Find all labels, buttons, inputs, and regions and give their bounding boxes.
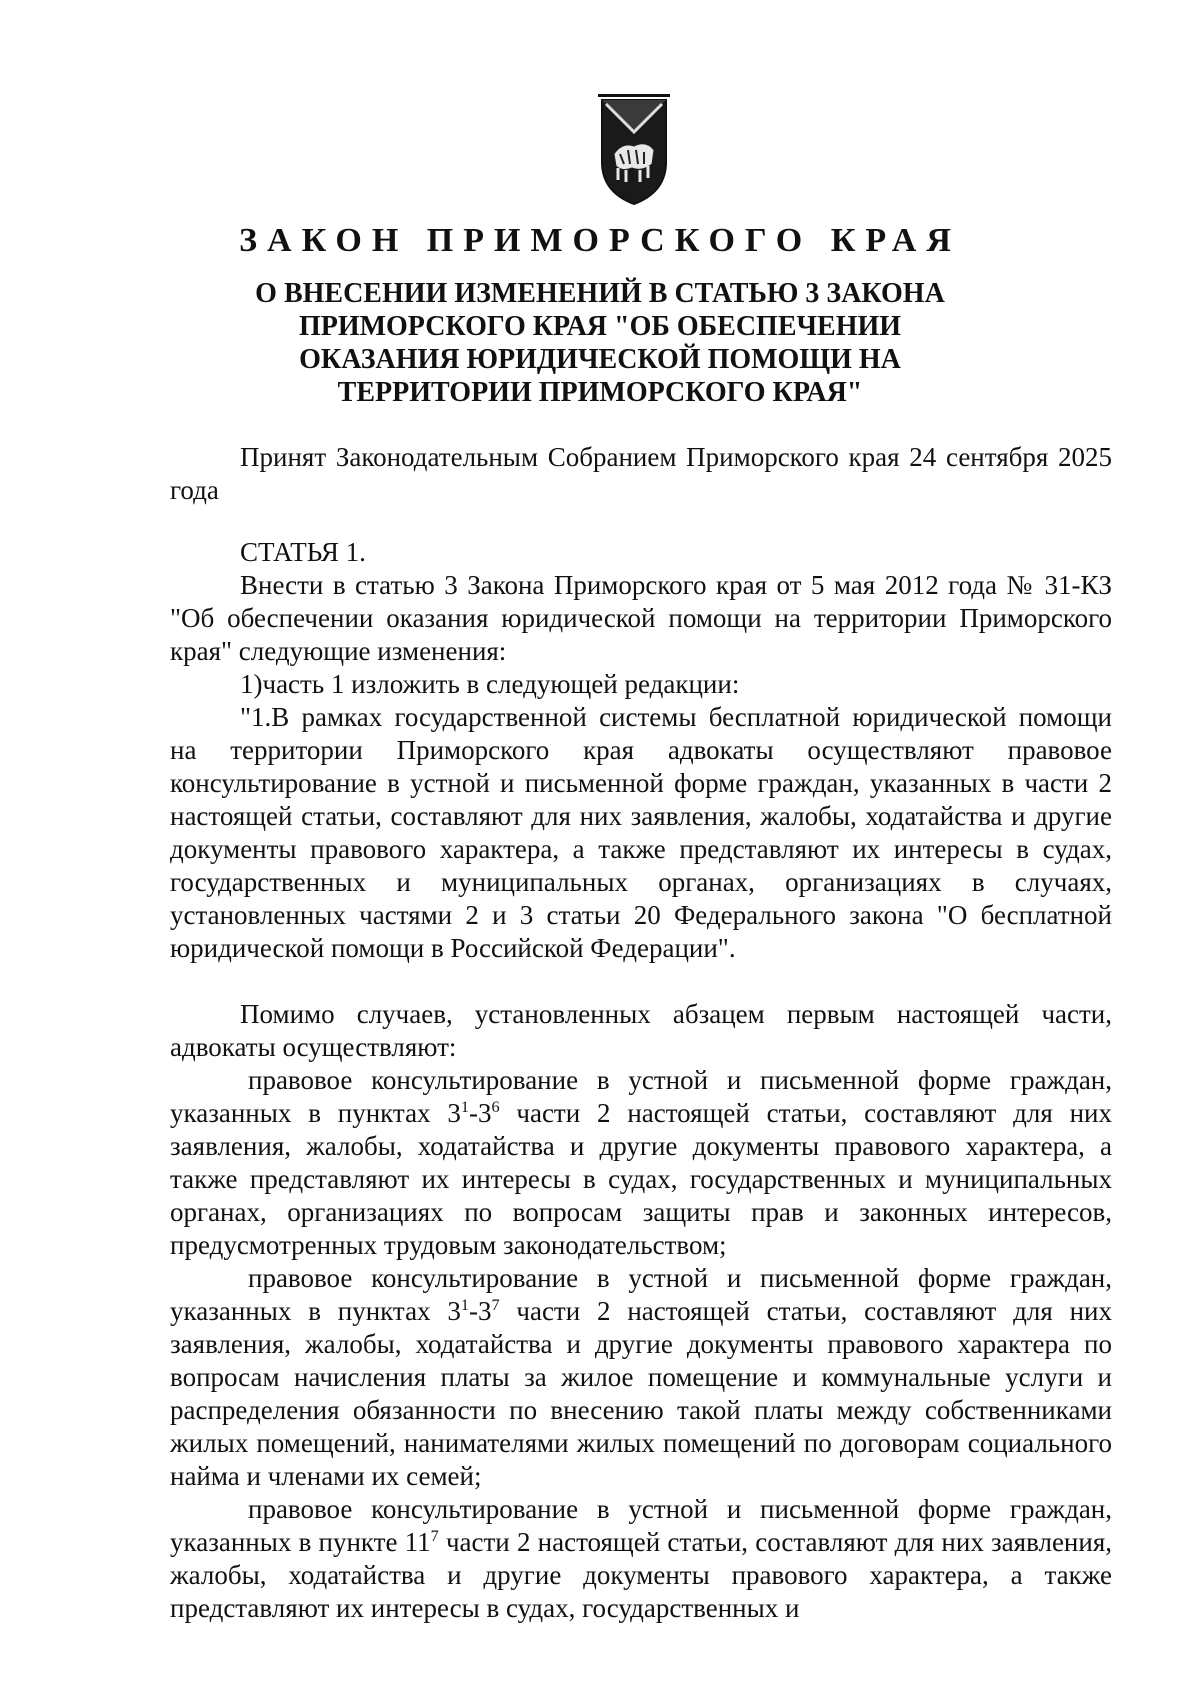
paragraph-text: -3 xyxy=(468,1296,492,1326)
paragraph-text: правовое консультирование в устной и письменной форме граждан, указанных в пунктах 3 xyxy=(170,1065,1112,1128)
paragraph-labor xyxy=(170,1064,1112,1262)
paragraph-item-11 xyxy=(170,1493,1112,1625)
adoption-note: Принят Законодательным Собранием Приморского края 24 сентября 2025 года xyxy=(170,442,1112,505)
law-subtitle: О ВНЕСЕНИИ ИЗМЕНЕНИЙ В СТАТЬЮ 3 ЗАКОНА ПРИМОРСКОГО КРАЯ "ОБ ОБЕСПЕЧЕНИИ ОКАЗАНИЯ ЮРИДИЧЕСКОЙ ПОМОЩИ НА ТЕРРИТОРИИ ПРИМОРСКОГО КРАЯ" xyxy=(255,278,945,408)
besides-paragraph: Помимо случаев, установленных абзацем первым настоящей части, адвокаты осуществляют: xyxy=(170,999,1112,1062)
superscript: 7 xyxy=(430,1527,439,1545)
coat-of-arms-icon xyxy=(596,92,672,206)
article-intro: Внести в статью 3 Закона Приморского края от 5 мая 2012 года № 31-КЗ "Об обеспечении оказания юридической помощи на территории Приморского края" следующие изменения: xyxy=(170,570,1112,666)
paragraph-text: правовое консультирование в устной и письменной форме граждан, указанных в пункте 11 xyxy=(170,1494,1112,1557)
paragraph-text: части 2 настоящей статьи, составляют для них заявления, жалобы, ходатайства и другие документы правового характера, а также представляют их интересы в судах, государственных и xyxy=(170,1527,1112,1623)
paragraph-text: -3 xyxy=(468,1098,492,1128)
paragraph-housing xyxy=(170,1262,1112,1493)
superscript: 7 xyxy=(491,1296,500,1314)
paragraph-text: части 2 настоящей статьи, составляют для них заявления, жалобы, ходатайства и другие документы правового характера по вопросам начисления платы за жилое помещение и коммунальные услуги и распределения обязанности по внесению такой платы между собственниками жилых помещений, нанимателями жилых помещений по договорам социального найма и членами их семей; xyxy=(170,1296,1112,1491)
superscript: 6 xyxy=(491,1098,500,1116)
paragraph-text: правовое консультирование в устной и письменной форме граждан, указанных в пунктах 3 xyxy=(170,1263,1112,1326)
quoted-part-1: "1.В рамках государственной системы бесплатной юридической помощи на территории Приморского края адвокаты осуществляют правовое консультирование в устной и письменной форме граждан, указанных в части 2 настоящей статьи, составляют для них заявления, жалобы, ходатайства и другие документы правового характера, а также представляют их интересы в судах, государственных и муниципальных органах, организациях в случаях, установленных частями 2 и 3 статьи 20 Федерального закона "О бесплатной юридической помощи в Российской Федерации". xyxy=(170,702,1112,963)
paragraph-text: части 2 настоящей статьи, составляют для них заявления, жалобы, ходатайства и другие документы правового характера, а также представляют их интересы в судах, государственных и муниципальных органах, организациях по вопросам защиты прав и законных интересов, предусмотренных трудовым законодательством; xyxy=(170,1098,1112,1260)
law-title: ЗАКОН ПРИМОРСКОГО КРАЯ xyxy=(239,222,961,259)
superscript: 1 xyxy=(460,1296,469,1314)
superscript: 1 xyxy=(460,1098,469,1116)
item-1: 1)часть 1 изложить в следующей редакции: xyxy=(240,669,740,699)
article-heading: СТАТЬЯ 1. xyxy=(240,537,366,567)
